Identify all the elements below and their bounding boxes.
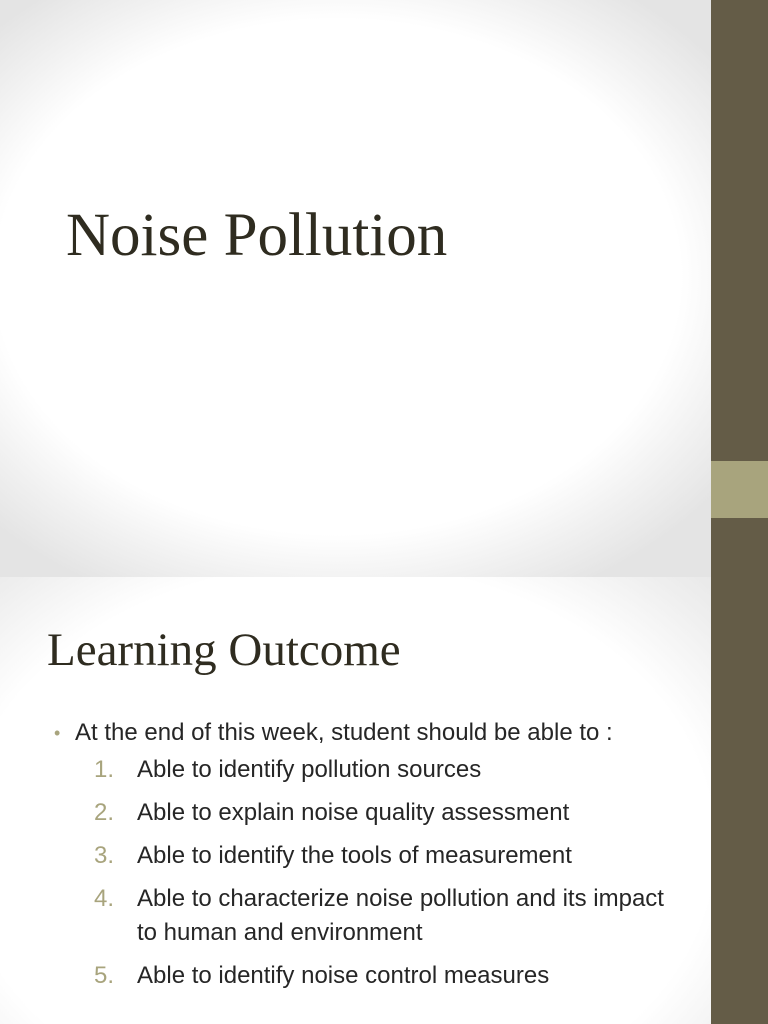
outcome-item (54, 796, 664, 830)
outcome-text: Able to characterize noise pollution and its impact to human and environment (137, 885, 664, 946)
bullet-icon: • (54, 723, 61, 743)
intro-text: At the end of this week, student should be able to : (75, 719, 613, 746)
outcome-number: 2. (94, 799, 115, 826)
slide-1-title: Noise Pollution (66, 202, 448, 269)
slide-2-body (54, 715, 664, 1002)
outcome-list (54, 753, 664, 993)
outcome-text: Able to identify the tools of measurement (137, 842, 572, 869)
outcome-text: Able to identify pollution sources (137, 756, 482, 783)
outcome-item (54, 882, 664, 950)
slide-learning-outcome (0, 577, 768, 1024)
outcome-text: Able to identify noise control measures (137, 962, 550, 989)
sidebar-accent-block (711, 461, 768, 518)
slide-2-title: Learning Outcome (47, 624, 401, 676)
outcome-number: 4. (94, 885, 115, 912)
outcome-item (54, 753, 664, 787)
outcome-number: 1. (94, 756, 115, 783)
outcome-item (54, 959, 664, 993)
intro-bullet (54, 715, 664, 751)
outcome-text: Able to explain noise quality assessment (137, 799, 570, 826)
outcome-number: 3. (94, 842, 115, 869)
outcome-number: 5. (94, 962, 115, 989)
outcome-item (54, 839, 664, 873)
